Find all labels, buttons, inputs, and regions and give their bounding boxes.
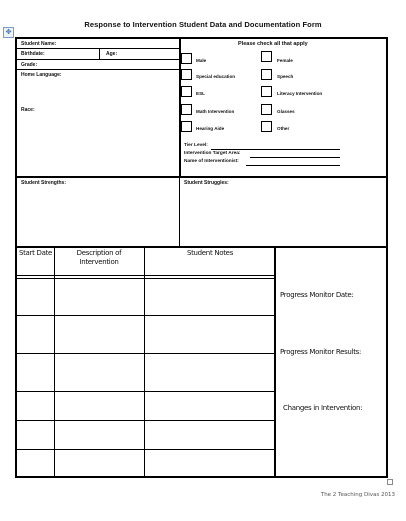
resize-handle-icon[interactable] xyxy=(387,479,393,485)
target-area-field[interactable] xyxy=(250,157,340,158)
header-description: Description of Intervention xyxy=(76,249,122,266)
table-row xyxy=(15,420,275,421)
checkbox-speech[interactable] xyxy=(261,69,272,80)
checkbox-special-education[interactable] xyxy=(181,69,192,80)
row-divider xyxy=(15,48,180,49)
footer-credit: The 2 Teaching Divas 2013 xyxy=(320,492,395,498)
student-name-label: Student Name: xyxy=(21,41,57,47)
side-panel-divider xyxy=(274,247,276,478)
home-language-label: Home Language: xyxy=(21,72,62,78)
table-row xyxy=(15,315,275,316)
race-label: Race: xyxy=(21,107,35,113)
checkbox-label: Speech xyxy=(277,74,294,79)
checkbox-label: Math Intervention xyxy=(196,109,235,114)
checkbox-math-intervention[interactable] xyxy=(181,104,192,115)
birthdate-label: Birthdate: xyxy=(21,51,45,57)
checkbox-hearing-aide[interactable] xyxy=(181,121,192,132)
table-row xyxy=(15,449,275,450)
tier-level-field[interactable] xyxy=(211,149,340,150)
checkbox-label: Male xyxy=(196,58,207,63)
checkbox-esl[interactable] xyxy=(181,86,192,97)
checkbox-label: Glasses xyxy=(277,109,295,114)
age-divider xyxy=(99,48,100,59)
interventionist-field[interactable] xyxy=(246,165,340,166)
checkbox-glasses[interactable] xyxy=(261,104,272,115)
checkbox-other[interactable] xyxy=(261,121,272,132)
move-handle-icon[interactable]: ✥ xyxy=(3,27,14,38)
checklist-heading: Please check all that apply xyxy=(238,41,308,47)
student-struggles-label: Student Struggles: xyxy=(184,180,229,186)
checkbox-female[interactable] xyxy=(261,51,272,62)
progress-monitor-results-label: Progress Monitor Results: xyxy=(280,348,362,356)
age-label: Age: xyxy=(106,51,118,57)
checkbox-literacy-intervention[interactable] xyxy=(261,86,272,97)
checkbox-label: ESL xyxy=(196,91,205,96)
table-row xyxy=(15,353,275,354)
student-strengths-label: Student Strengths: xyxy=(21,180,66,186)
progress-monitor-date-label: Progress Monitor Date: xyxy=(280,291,354,299)
strengths-divider xyxy=(179,177,180,247)
interventionist-label: Name of Interventionist: xyxy=(184,159,239,164)
checkbox-label: Hearing Aide xyxy=(196,126,225,131)
table-row xyxy=(15,278,275,279)
table-col-divider xyxy=(144,247,145,478)
header-student-notes: Student Notes xyxy=(186,249,234,257)
table-row xyxy=(15,275,275,276)
form-title: Response to Intervention Student Data and Documentation Form xyxy=(84,20,322,29)
table-top-border xyxy=(15,246,388,248)
table-row xyxy=(15,391,275,392)
target-area-label: Intervention Target Area: xyxy=(184,151,241,156)
changes-in-intervention-label: Changes in Intervention: xyxy=(283,404,363,412)
table-col-divider xyxy=(54,247,55,478)
grade-label: Grade: xyxy=(21,62,38,68)
header-start-date: Start Date xyxy=(18,249,53,257)
checkbox-label: Special education xyxy=(196,74,236,79)
strengths-top-border xyxy=(15,176,388,178)
row-divider xyxy=(15,59,180,60)
checkbox-label: Other xyxy=(277,126,290,131)
row-divider xyxy=(15,69,180,70)
tier-level-label: Tier Level: xyxy=(184,143,208,148)
checkbox-label: Female xyxy=(277,58,293,63)
checkbox-label: Literacy Intervention xyxy=(277,91,323,96)
checkbox-male[interactable] xyxy=(181,53,192,64)
